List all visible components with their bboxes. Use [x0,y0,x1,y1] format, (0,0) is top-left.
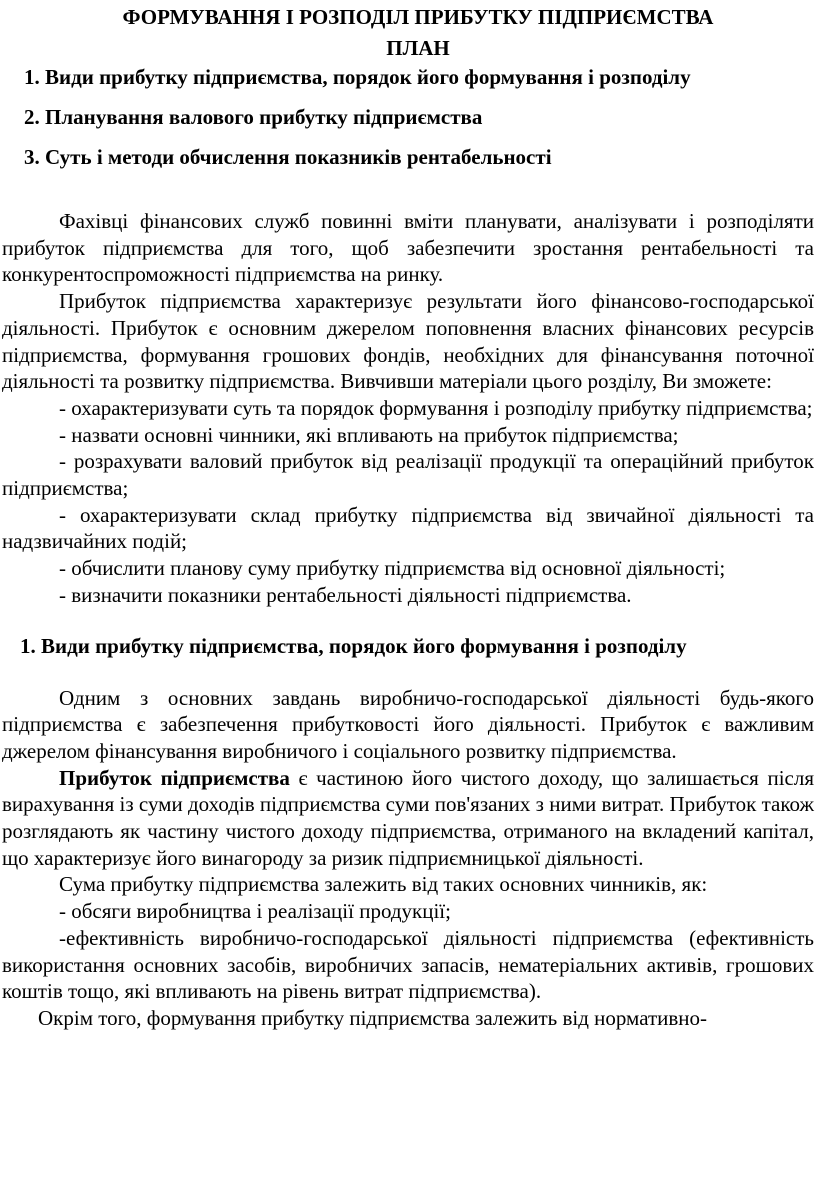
goal-item-4: - охарактеризувати склад прибутку підприємства від звичайної діяльності та надзвичайних подій; [2,502,814,554]
section-1-paragraph-2 [2,765,814,872]
plan-heading: ПЛАН [386,36,450,60]
profit-term: Прибуток підприємства [59,765,290,790]
intro-paragraph-2: Прибуток підприємства характеризує результати його фінансово-господарської діяльності. Прибуток є основним джерелом поповнення власних фінансових ресурсів підприємства, формування грошових фондів, необхідних для фінансування поточної діяльності та розвитку підприємства. Вивчивши матеріали цього розділу, Ви зможете: [2,289,814,394]
plan-item-1: 1. Види прибутку підприємства, порядок його формування і розподілу [24,65,691,89]
intro-paragraph-1: Фахівці фінансових служб повинні вміти планувати, аналізувати і розподіляти прибуток підприємства для того, щоб забезпечити зростання рентабельності та конкурентоспроможності підприємства на ринку. [2,209,814,287]
section-1-heading: 1. Види прибутку підприємства, порядок його формування і розподілу [20,633,687,658]
goal-item-1: - охарактеризувати суть та порядок формування і розподілу прибутку підприємства; [59,395,813,420]
section-1-paragraph-4: Окрім того, формування прибутку підприємства залежить від нормативно- [38,1005,708,1030]
goal-item-5: - обчислити планову суму прибутку підприємства від основної діяльності; [59,556,726,581]
goal-item-6: - визначити показники рентабельності діяльності підприємства. [59,582,632,607]
document-title: ФОРМУВАННЯ І РОЗПОДІЛ ПРИБУТКУ ПІДПРИЄМСТВА [122,5,714,29]
goal-item-3: - розрахувати валовий прибуток від реалізації продукції та операційний прибуток підприємства; [2,449,814,501]
profit-definition: є частиною його чистого доходу, що залишається після вирахування із суми доходів підприємства суми пов'язаних з ними витрат. Прибуток також розглядають як частину чистого доходу підприємства, отриманого на вкладений капітал, що характеризує його винагороду за ризик підприємницької діяльності. [2,765,814,870]
plan-item-3: 3. Суть і методи обчислення показників рентабельності [24,145,552,169]
plan-item-2: 2. Планування валового прибутку підприємства [24,105,483,129]
section-1-paragraph-1: Одним з основних завдань виробничо-господарської діяльності будь-якого підприємства є забезпечення прибутковості його діяльності. Прибуток є важливим джерелом фінансування виробничого і соціального розвитку підприємства. [2,685,814,763]
section-1-paragraph-3: Сума прибутку підприємства залежить від таких основних чинників, як: [59,872,708,897]
goal-item-2: - назвати основні чинники, які впливають на прибуток підприємства; [59,422,679,447]
factor-item-1: - обсяги виробництва і реалізації продукції; [59,899,451,924]
factor-item-2: -ефективність виробничо-господарської діяльності підприємства (ефективність використання основних засобів, виробничих запасів, нематеріальних активів, грошових коштів тощо, які впливають на рівень витрат підприємства). [2,925,814,1004]
